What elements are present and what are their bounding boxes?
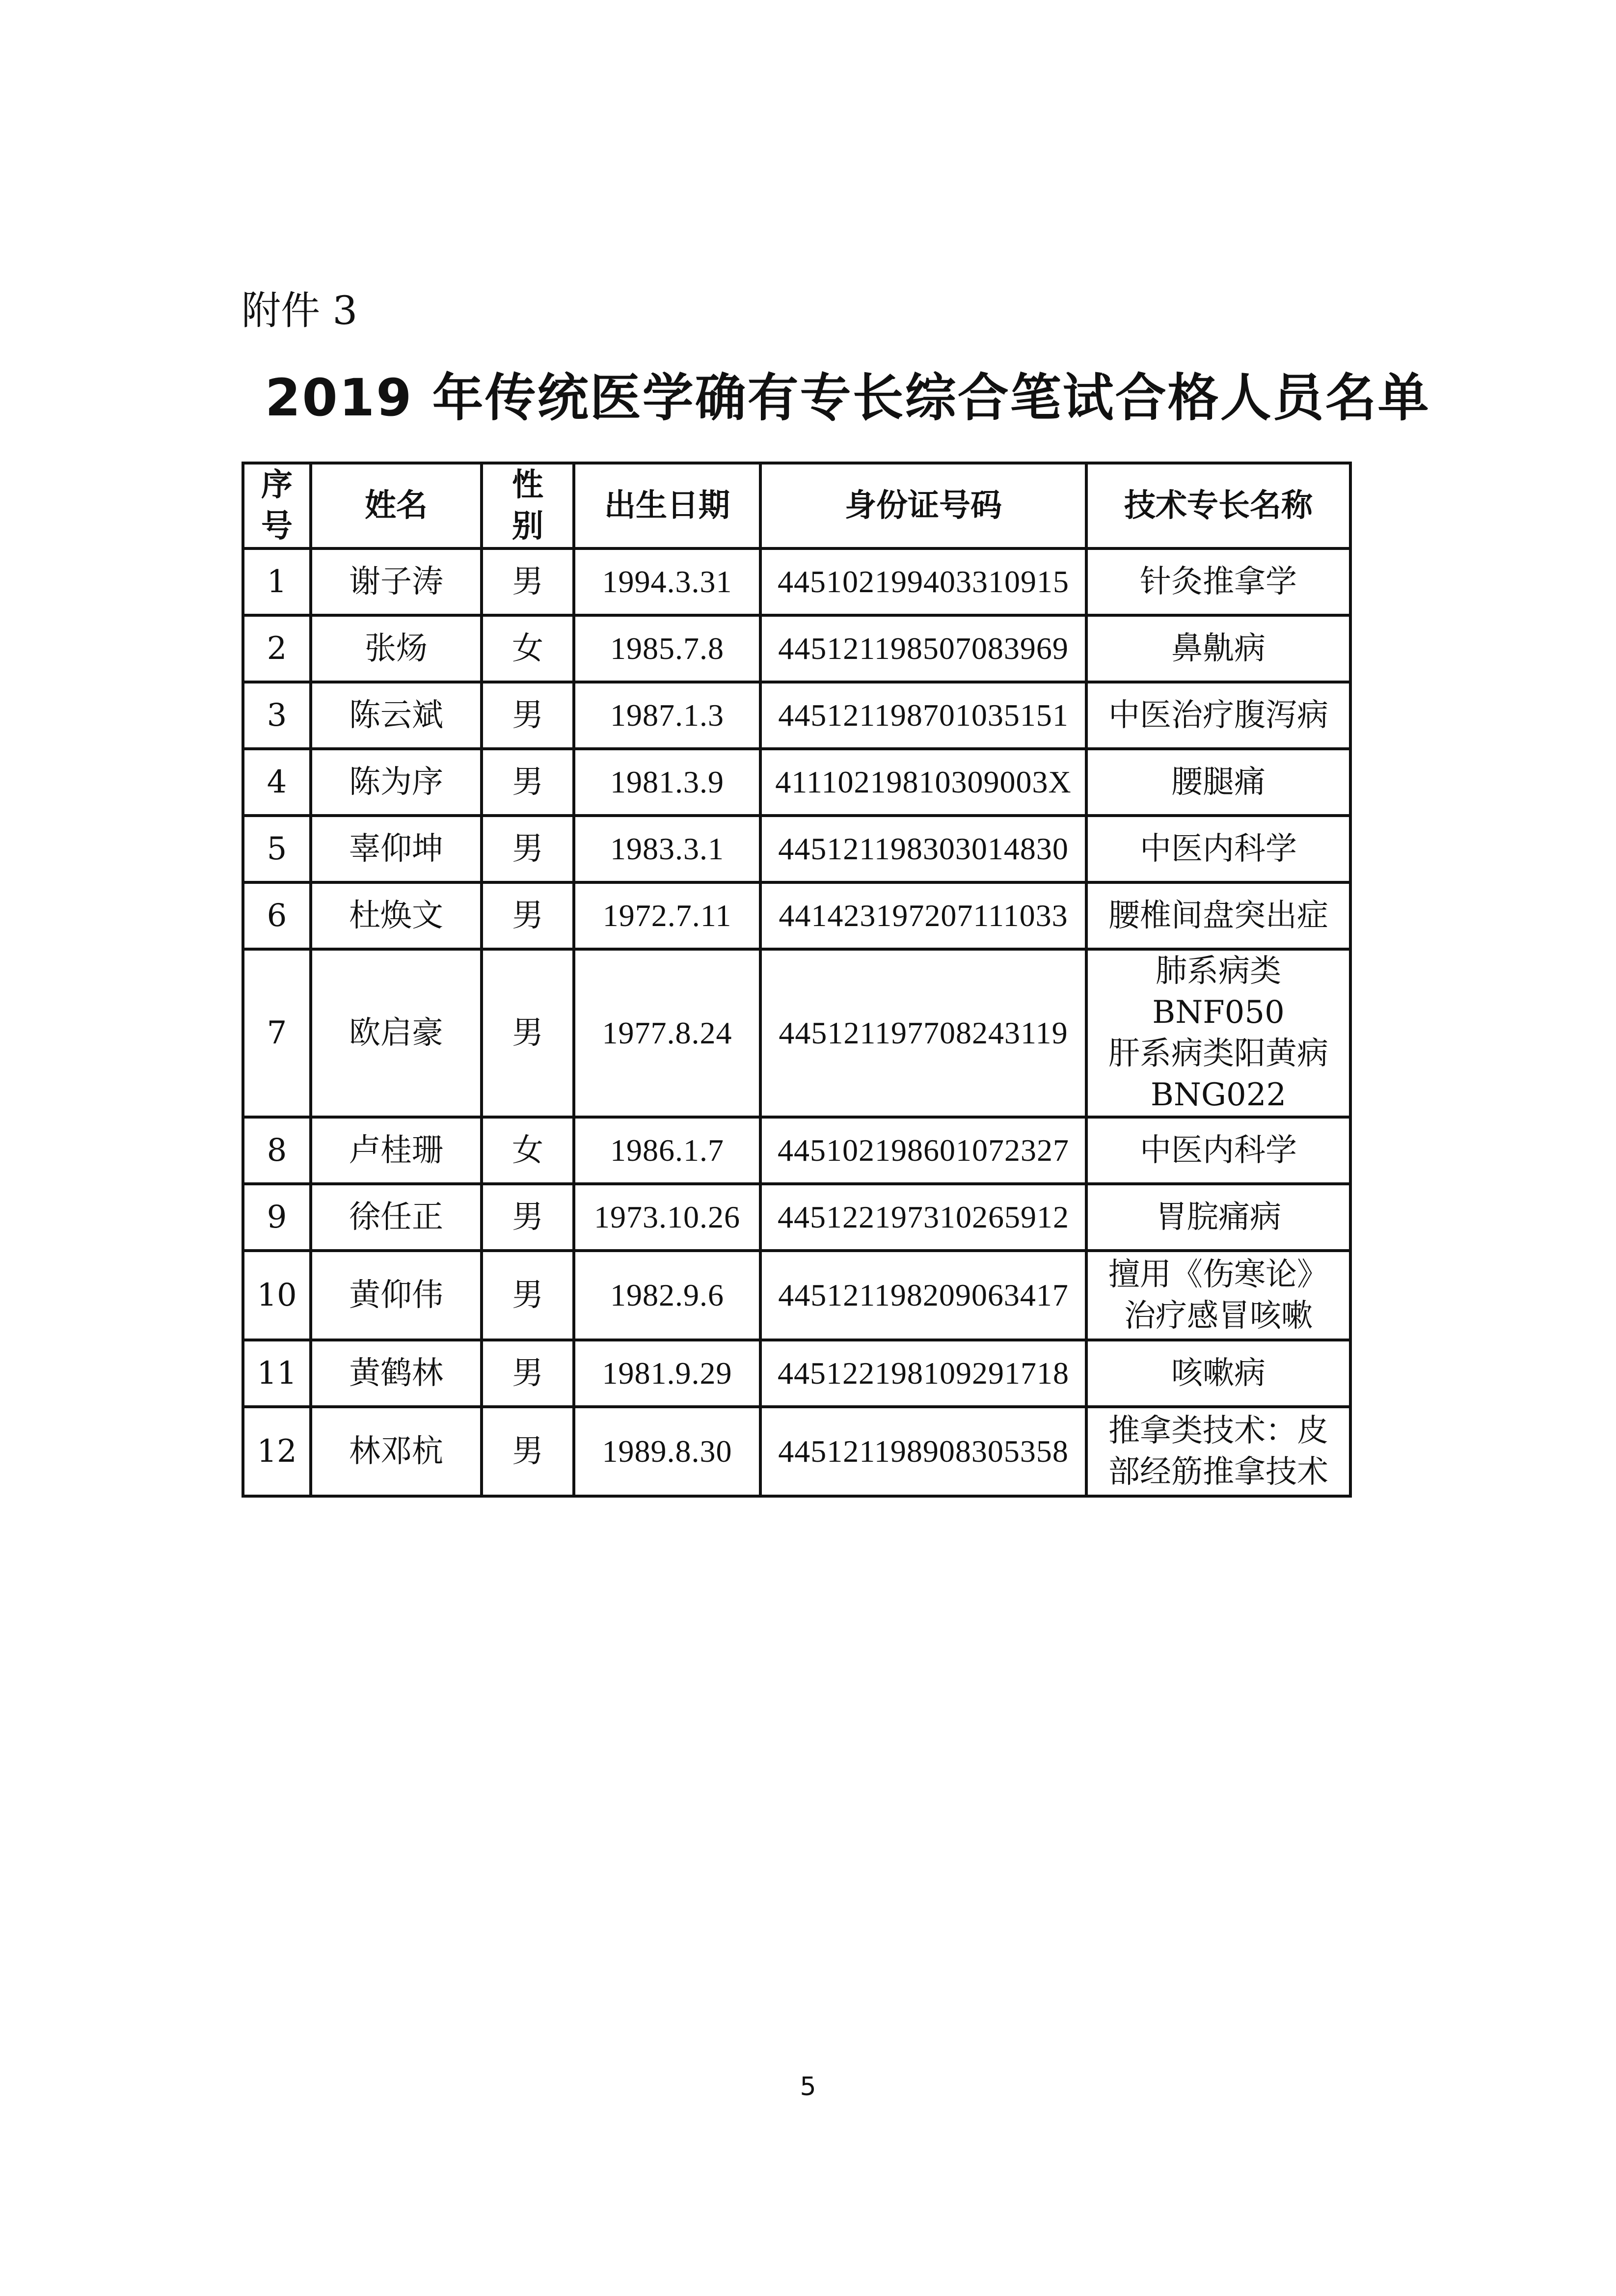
cell-gender: 男	[482, 682, 574, 749]
specialty-line: 肝系病类阳黄病	[1108, 1036, 1328, 1072]
specialty-line: 咳嗽病	[1171, 1355, 1266, 1392]
cell-birth-date: 1986.1.7	[574, 1117, 760, 1184]
cell-specialty	[1086, 1407, 1350, 1496]
table-row	[243, 548, 1350, 615]
cell-index: 4	[243, 749, 311, 816]
specialty-line: BNG022	[1150, 1077, 1287, 1113]
cell-gender: 男	[482, 949, 574, 1117]
roster-table	[242, 462, 1352, 1498]
cell-id-number: 445121198209063417	[760, 1251, 1086, 1340]
table-row	[243, 816, 1350, 882]
cell-index: 7	[243, 949, 311, 1117]
cell-index: 8	[243, 1117, 311, 1184]
cell-gender: 男	[482, 882, 574, 949]
cell-name: 卢桂珊	[311, 1117, 482, 1184]
table-row	[243, 615, 1350, 682]
cell-id-number: 445121197708243119	[760, 949, 1086, 1117]
cell-birth-date: 1987.1.3	[574, 682, 760, 749]
specialty-line: BNF050	[1152, 994, 1285, 1031]
cell-gender: 男	[482, 1251, 574, 1340]
cell-name: 徐任正	[311, 1184, 482, 1251]
header-name: 姓名	[311, 463, 482, 548]
cell-id-number: 445102199403310915	[760, 548, 1086, 615]
header-birth-date: 出生日期	[574, 463, 760, 548]
cell-birth-date: 1973.10.26	[574, 1184, 760, 1251]
table-header-row	[243, 463, 1350, 548]
cell-name: 黄仰伟	[311, 1251, 482, 1340]
cell-index: 3	[243, 682, 311, 749]
header-gender: 性别	[482, 463, 574, 548]
cell-birth-date: 1983.3.1	[574, 816, 760, 882]
header-index: 序号	[243, 463, 311, 548]
table-row	[243, 682, 1350, 749]
cell-id-number: 445102198601072327	[760, 1117, 1086, 1184]
cell-index: 12	[243, 1407, 311, 1496]
document-title: 2019 年传统医学确有专长综合笔试合格人员名单	[265, 368, 1430, 428]
cell-name: 陈为序	[311, 749, 482, 816]
cell-index: 11	[243, 1340, 311, 1407]
cell-name: 欧启豪	[311, 949, 482, 1117]
specialty-line: 肺系病类	[1156, 953, 1281, 989]
cell-gender: 女	[482, 615, 574, 682]
cell-id-number: 445121198701035151	[760, 682, 1086, 749]
table-row	[243, 1184, 1350, 1251]
specialty-line: 部经筋推拿技术	[1108, 1454, 1328, 1490]
cell-birth-date: 1972.7.11	[574, 882, 760, 949]
cell-index: 2	[243, 615, 311, 682]
cell-specialty	[1086, 548, 1350, 615]
cell-name: 黄鹤林	[311, 1340, 482, 1407]
specialty-line: 腰椎间盘突出症	[1108, 898, 1328, 934]
cell-specialty	[1086, 1184, 1350, 1251]
cell-specialty	[1086, 882, 1350, 949]
cell-id-number: 41110219810309003X	[760, 749, 1086, 816]
cell-gender: 女	[482, 1117, 574, 1184]
cell-gender: 男	[482, 1184, 574, 1251]
cell-specialty	[1086, 1117, 1350, 1184]
specialty-line: 针灸推拿学	[1140, 564, 1297, 600]
cell-birth-date: 1981.3.9	[574, 749, 760, 816]
cell-specialty	[1086, 749, 1350, 816]
specialty-line: 鼻鼽病	[1171, 630, 1266, 667]
table-row	[243, 1340, 1350, 1407]
specialty-line: 胃脘痛病	[1156, 1199, 1281, 1235]
cell-index: 10	[243, 1251, 311, 1340]
table-row	[243, 1251, 1350, 1340]
cell-index: 1	[243, 548, 311, 615]
cell-specialty	[1086, 816, 1350, 882]
cell-id-number: 445122198109291718	[760, 1340, 1086, 1407]
specialty-line: 治疗感冒咳嗽	[1124, 1298, 1313, 1334]
table-row	[243, 1117, 1350, 1184]
cell-name: 陈云斌	[311, 682, 482, 749]
specialty-line: 中医内科学	[1140, 1132, 1297, 1169]
cell-id-number: 445122197310265912	[760, 1184, 1086, 1251]
cell-index: 9	[243, 1184, 311, 1251]
cell-birth-date: 1982.9.6	[574, 1251, 760, 1340]
cell-gender: 男	[482, 548, 574, 615]
cell-birth-date: 1977.8.24	[574, 949, 760, 1117]
cell-name: 张炀	[311, 615, 482, 682]
cell-id-number: 445121198908305358	[760, 1407, 1086, 1496]
cell-name: 林邓杭	[311, 1407, 482, 1496]
header-specialty: 技术专长名称	[1086, 463, 1350, 548]
table-row	[243, 882, 1350, 949]
cell-specialty	[1086, 949, 1350, 1117]
page-number: 5	[800, 2072, 816, 2102]
specialty-line: 中医治疗腹泻病	[1108, 697, 1328, 734]
cell-index: 6	[243, 882, 311, 949]
cell-specialty	[1086, 1340, 1350, 1407]
cell-birth-date: 1994.3.31	[574, 548, 760, 615]
cell-specialty	[1086, 682, 1350, 749]
specialty-line: 中医内科学	[1140, 831, 1297, 867]
cell-id-number: 445121198303014830	[760, 816, 1086, 882]
attachment-label: 附件 3	[242, 288, 358, 333]
table-row	[243, 949, 1350, 1117]
cell-specialty	[1086, 615, 1350, 682]
specialty-line: 腰腿痛	[1171, 764, 1266, 800]
cell-gender: 男	[482, 749, 574, 816]
header-id-number: 身份证号码	[760, 463, 1086, 548]
table-row	[243, 749, 1350, 816]
cell-specialty	[1086, 1251, 1350, 1340]
cell-birth-date: 1985.7.8	[574, 615, 760, 682]
cell-index: 5	[243, 816, 311, 882]
cell-gender: 男	[482, 1407, 574, 1496]
cell-id-number: 441423197207111033	[760, 882, 1086, 949]
specialty-line: 推拿类技术：皮	[1108, 1413, 1328, 1449]
cell-birth-date: 1981.9.29	[574, 1340, 760, 1407]
cell-gender: 男	[482, 816, 574, 882]
cell-name: 辜仰坤	[311, 816, 482, 882]
cell-gender: 男	[482, 1340, 574, 1407]
table-row	[243, 1407, 1350, 1496]
cell-name: 谢子涛	[311, 548, 482, 615]
cell-id-number: 445121198507083969	[760, 615, 1086, 682]
cell-birth-date: 1989.8.30	[574, 1407, 760, 1496]
specialty-line: 擅用《伤寒论》	[1108, 1257, 1328, 1293]
cell-name: 杜焕文	[311, 882, 482, 949]
